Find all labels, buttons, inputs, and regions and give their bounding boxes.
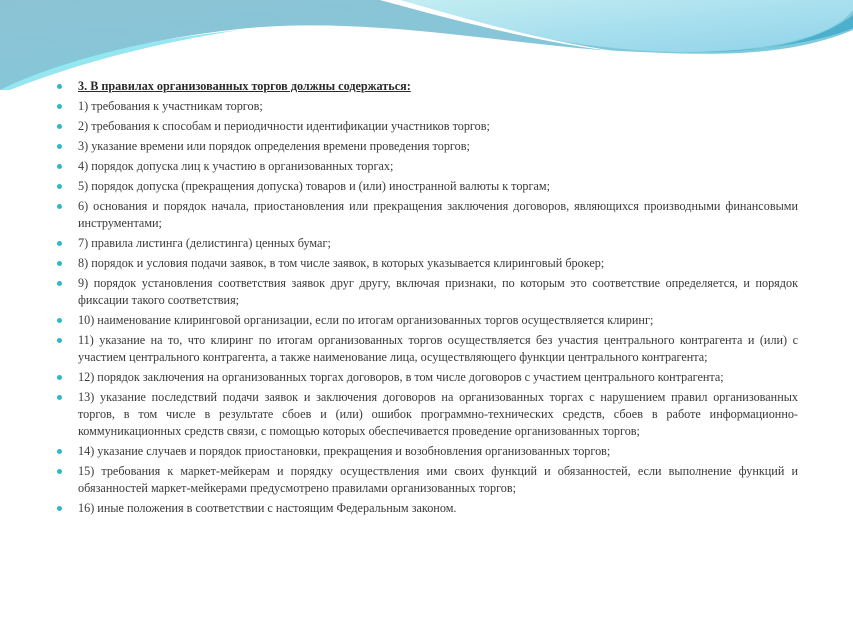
bullet-icon bbox=[57, 281, 62, 286]
list-item: 14) указание случаев и порядок приостановки, прекращения и возобновления организованных торгов; bbox=[57, 443, 798, 460]
bullet-icon bbox=[57, 124, 62, 129]
bullet-icon bbox=[57, 164, 62, 169]
list-item: 6) основания и порядок начала, приостановления или прекращения заключения договоров, являющихся производными финансовыми инструментами; bbox=[57, 198, 798, 232]
bullet-icon bbox=[57, 204, 62, 209]
list-item: 11) указание на то, что клиринг по итогам организованных торгов осуществляется без участия центрального контрагента и (или) с участием центрального контрагента, а также наименование лица, осуществляющего функции центрального контрагента; bbox=[57, 332, 798, 366]
bullet-icon bbox=[57, 144, 62, 149]
list-item: 15) требования к маркет-мейкерам и порядку осуществления ими своих функций и обязанностей, если выполнение функций и обязанностей маркет-мейкерами предусмотрено правилами организованных торгов; bbox=[57, 463, 798, 497]
list-heading: 3. В правилах организованных торгов должны содержаться: bbox=[57, 78, 798, 95]
bullet-icon bbox=[57, 184, 62, 189]
bullet-icon bbox=[57, 449, 62, 454]
list-item: 8) порядок и условия подачи заявок, в том числе заявок, в которых указывается клиринговый брокер; bbox=[57, 255, 798, 272]
bullet-icon bbox=[57, 104, 62, 109]
header-wave-decoration bbox=[0, 0, 853, 90]
bullet-icon bbox=[57, 338, 62, 343]
rules-list bbox=[57, 78, 798, 520]
bullet-icon bbox=[57, 261, 62, 266]
bullet-icon bbox=[57, 506, 62, 511]
bullet-icon bbox=[57, 469, 62, 474]
list-item: 10) наименование клиринговой организации, если по итогам организованных торгов осуществляется клиринг; bbox=[57, 312, 798, 329]
list-item: 3) указание времени или порядок определения времени проведения торгов; bbox=[57, 138, 798, 155]
bullet-icon bbox=[57, 84, 62, 89]
bullet-icon bbox=[57, 241, 62, 246]
list-item: 1) требования к участникам торгов; bbox=[57, 98, 798, 115]
list-item: 4) порядок допуска лиц к участию в организованных торгах; bbox=[57, 158, 798, 175]
list-item: 7) правила листинга (делистинга) ценных бумаг; bbox=[57, 235, 798, 252]
bullet-icon bbox=[57, 395, 62, 400]
list-item: 9) порядок установления соответствия заявок друг другу, включая признаки, по которым это соответствие определяется, и порядок фиксации такого соответствия; bbox=[57, 275, 798, 309]
list-item: 13) указание последствий подачи заявок и заключения договоров на организованных торгах с нарушением правил организованных торгов, в том числе в результате сбоев и (или) ошибок программно-технических средств, сбоев в работе информационно-коммуникационных средств связи, с помощью которых обеспечивается проведение организованных торгов; bbox=[57, 389, 798, 440]
list-item: 16) иные положения в соответствии с настоящим Федеральным законом. bbox=[57, 500, 798, 517]
list-item: 12) порядок заключения на организованных торгах договоров, в том числе договоров с участием центрального контрагента; bbox=[57, 369, 798, 386]
bullet-icon bbox=[57, 375, 62, 380]
bullet-icon bbox=[57, 318, 62, 323]
list-item: 5) порядок допуска (прекращения допуска) товаров и (или) иностранной валюты к торгам; bbox=[57, 178, 798, 195]
list-item: 2) требования к способам и периодичности идентификации участников торгов; bbox=[57, 118, 798, 135]
